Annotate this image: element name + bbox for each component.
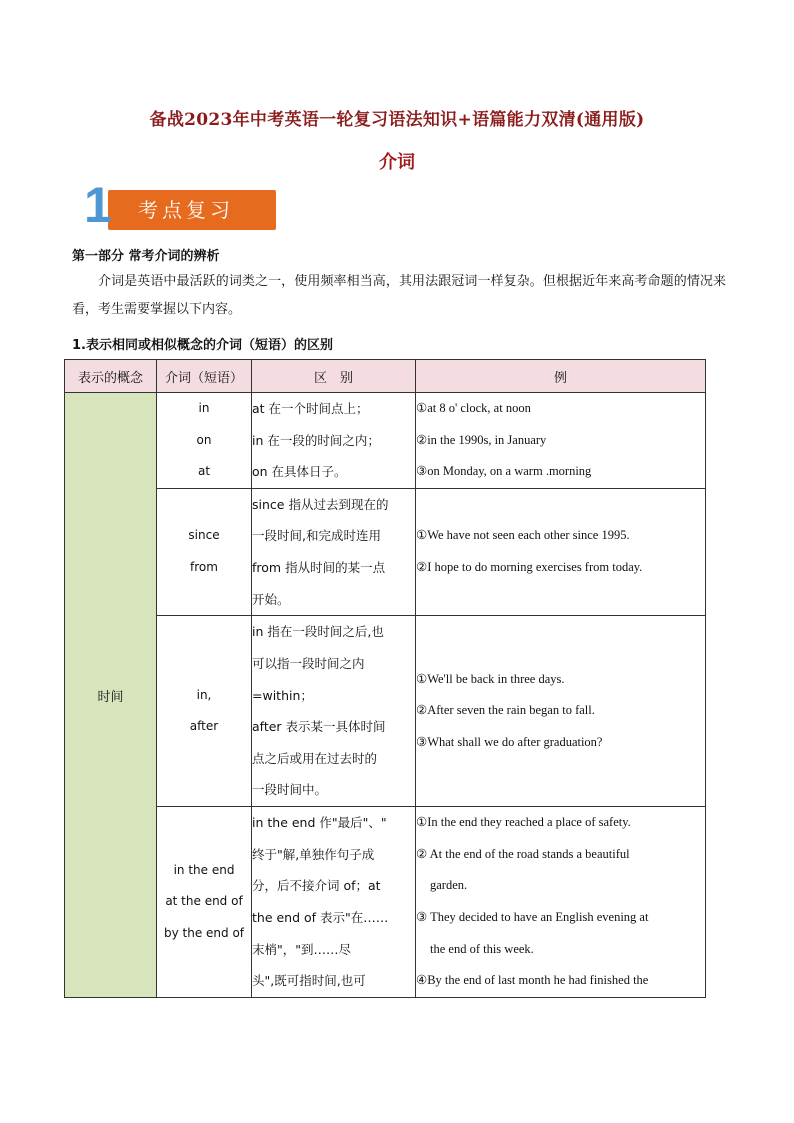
example-line: ③ They decided to have an English evening at [416,909,649,924]
difference-line: in 指在一段时间之后,也 [252,624,384,640]
preposition: in [198,401,210,415]
difference-line: on 在具体日子。 [252,464,347,480]
example-line: ③on Monday, on a warm .morning [416,464,592,479]
preposition: by the end of [163,925,245,940]
example-line: ①at 8 o' clock, at noon [416,401,531,415]
preposition: in the end [173,862,235,877]
section-banner [84,177,276,236]
preposition: since [188,528,220,543]
preposition-cell [157,807,252,998]
table-row [65,488,706,615]
example-cell [416,488,706,615]
example-line: ②After seven the rain began to fall. [416,703,595,718]
difference-cell [252,616,416,807]
preposition: at [197,464,211,479]
header-concept: 表示的概念 [65,360,157,393]
difference-line: 点之后或用在过去时的 [252,750,378,766]
header-example: 例 [416,360,706,393]
difference-cell [252,488,416,615]
document-title: 备战2023年中考英语一轮复习语法知识+语篇能力双清(通用版) [149,110,645,130]
section-heading: 第一部分 常考介词的辨析 [72,249,220,264]
difference-line: 一段时间,和完成时连用 [252,528,381,544]
banner-label: 考点复习 [138,198,234,222]
list-heading: 1.表示相同或相似概念的介词（短语）的区别 [72,338,333,353]
intro-paragraph: 介词是英语中最活跃的词类之一，使用频率相当高，其用法跟冠词一样复杂。但根据近年来高考命题的情况来看，考生需要掌握以下内容。 [72,274,726,317]
example-line: ④By the end of last month he had finished the [416,973,649,988]
difference-line: 分，后不接介词 of；at [252,878,381,894]
difference-cell [252,807,416,998]
difference-line: 开始。 [252,591,290,607]
example-line: ①In the end they reached a place of safety. [416,815,631,830]
example-line: ①We'll be back in three days. [416,671,565,686]
difference-line: 可以指一段时间之内 [252,655,365,671]
difference-line: in the end 作"最后"、" [252,815,387,831]
example-cell [416,807,706,998]
example-line: ②in the 1990s, in January [416,432,547,447]
header-preposition: 介词（短语） [157,360,252,393]
difference-line: 终于"解,单独作句子成 [252,846,375,862]
example-line: ②I hope to do morning exercises from today. [416,559,643,574]
difference-line: 末梢"，"到……尽 [252,941,351,957]
banner-box [108,190,276,230]
preposition: after [189,719,219,734]
difference-line: since 指从过去到现在的 [252,496,389,512]
difference-line: the end of 表示"在…… [252,909,389,925]
example-line: ③What shall we do after graduation? [416,734,603,749]
document-subtitle: 介词 [379,152,415,173]
preposition: in, [196,687,212,702]
table-row [65,807,706,998]
example-line: ② At the end of the road stands a beautiful [416,846,630,861]
example-line: garden. [430,878,468,893]
difference-line: at 在一个时间点上； [252,401,369,416]
preposition: at the end of [165,894,243,909]
difference-line: 头",既可指时间,也可 [252,973,366,989]
preposition: on [196,432,212,447]
banner-number: 1 [84,177,112,233]
difference-line: from 指从时间的某一点 [252,559,386,575]
difference-cell [252,393,416,489]
preposition-cell [157,488,252,615]
preposition-cell [157,616,252,807]
example-cell [416,616,706,807]
difference-line: after 表示某一具体时间 [252,719,386,735]
table-header-row [65,360,706,393]
example-line: ①We have not seen each other since 1995. [416,528,630,543]
table-row [65,616,706,807]
preposition-cell [157,393,252,489]
example-line: the end of this week. [430,941,534,956]
preposition: from [190,559,218,574]
concept-cell: 时间 [65,393,157,998]
difference-line: in 在一段的时间之内； [252,432,380,448]
difference-line: =within； [252,687,313,703]
table-row [65,393,706,489]
header-difference: 区 别 [252,360,416,393]
example-cell [416,393,706,489]
preposition-table [64,359,706,998]
difference-line: 一段时间中。 [252,782,328,798]
